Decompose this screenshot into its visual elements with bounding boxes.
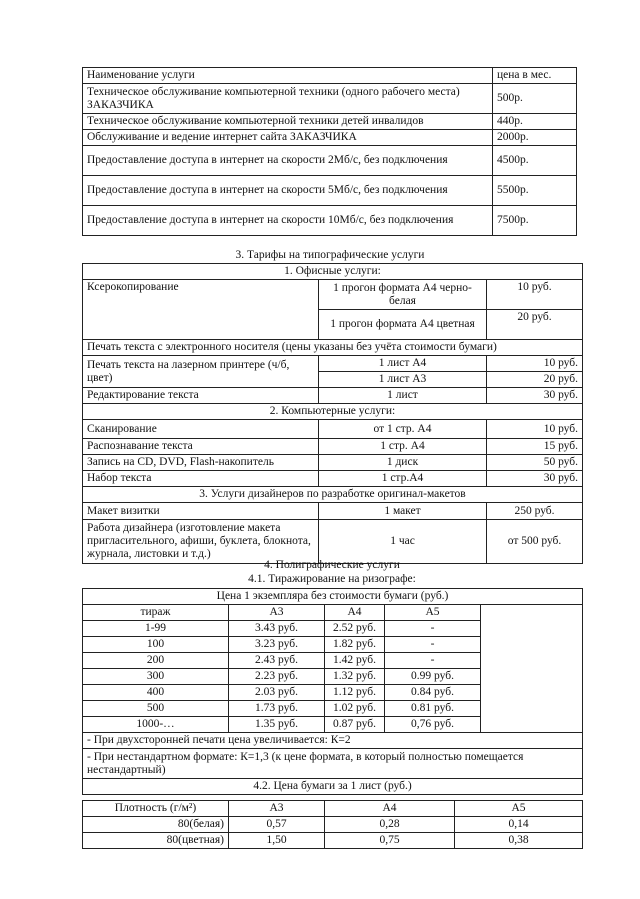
- riso-cell: 2.23 руб.: [229, 669, 325, 685]
- laser-name: Печать текста на лазерном принтере (ч/б, цвет): [83, 356, 319, 388]
- service-name: Техническое обслуживание компьютерной техники (одного рабочего места) ЗАКАЗЧИКА: [83, 84, 493, 114]
- laser-unit: 1 лист А4: [319, 356, 487, 372]
- computer-unit: 1 стр. А4: [319, 439, 487, 455]
- computer-unit: от 1 стр. А4: [319, 420, 487, 439]
- computer-price: 50 руб.: [487, 455, 583, 471]
- section3-title: 3. Тарифы на типографические услуги: [235, 249, 425, 261]
- riso-cell: 2.03 руб.: [229, 685, 325, 701]
- riso-cell: 200: [83, 653, 229, 669]
- paper-cell: 80(белая): [83, 817, 229, 833]
- design-price: от 500 руб.: [487, 520, 583, 564]
- riso-cell: 3.23 руб.: [229, 637, 325, 653]
- paper-cell: 0,28: [325, 817, 455, 833]
- service-price: 2000р.: [493, 130, 577, 146]
- riso-cell: 1-99: [83, 621, 229, 637]
- copy-unit: 1 прогон формата А4 черно-белая: [319, 280, 487, 310]
- computer-title: 2. Компьютерные услуги:: [83, 404, 583, 420]
- computer-name: Набор текста: [83, 471, 319, 487]
- laser-unit: 1 лист А3: [319, 372, 487, 388]
- riso-header: А4: [325, 605, 385, 621]
- design-name: Работа дизайнера (изготовление макета пригласительного, афиши, буклета, блокнота, журнала, листовки и т.д.): [83, 520, 319, 564]
- riso-header: тираж: [83, 605, 229, 621]
- riso-note-nonstandard: - При нестандартном формате: К=1,3 (к цене формата, в который полностью помещается нестандартный): [83, 749, 583, 779]
- computer-price: 15 руб.: [487, 439, 583, 455]
- service-name: Техническое обслуживание компьютерной техники детей инвалидов: [83, 114, 493, 130]
- riso-cell: 3.43 руб.: [229, 621, 325, 637]
- riso-cell: 1.12 руб.: [325, 685, 385, 701]
- paper-cell: 0,14: [455, 817, 583, 833]
- paper-cell: 1,50: [229, 833, 325, 849]
- service-price: 7500р.: [493, 206, 577, 236]
- riso-cell: 0,76 руб.: [385, 717, 481, 733]
- service-price: 4500р.: [493, 146, 577, 176]
- laser-price: 10 руб.: [487, 356, 583, 372]
- paper-title: 4.2. Цена бумаги за 1 лист (руб.): [83, 779, 583, 795]
- computer-unit: 1 стр.А4: [319, 471, 487, 487]
- riso-cell: 300: [83, 669, 229, 685]
- riso-note-duplex: - При двухсторонней печати цена увеличивается: К=2: [83, 733, 583, 749]
- service-name: Предоставление доступа в интернет на скорости 10Мб/с, без подключения: [83, 206, 493, 236]
- design-title: 3. Услуги дизайнеров по разработке оригинал-макетов: [83, 487, 583, 503]
- paper-header: А3: [229, 801, 325, 817]
- print-note: Печать текста с электронного носителя (цены указаны без учёта стоимости бумаги): [83, 340, 583, 356]
- design-price: 250 руб.: [487, 503, 583, 520]
- riso-cell: 1.32 руб.: [325, 669, 385, 685]
- service-price: 5500р.: [493, 176, 577, 206]
- edit-unit: 1 лист: [319, 388, 487, 404]
- riso-price-note: Цена 1 экземпляра без стоимости бумаги (руб.): [83, 589, 583, 605]
- riso-header: А5: [385, 605, 481, 621]
- riso-cell: 500: [83, 701, 229, 717]
- service-name: Предоставление доступа в интернет на скорости 5Мб/с, без подключения: [83, 176, 493, 206]
- computer-unit: 1 диск: [319, 455, 487, 471]
- print-title: 4. Полиграфические услуги: [264, 559, 400, 571]
- paper-cell: 80(цветная): [83, 833, 229, 849]
- typography-table: [82, 263, 583, 564]
- riso-cell: -: [385, 637, 481, 653]
- print-subtitle: 4.1. Тиражирование на ризографе:: [248, 573, 416, 585]
- riso-cell: 2.52 руб.: [325, 621, 385, 637]
- computer-price: 10 руб.: [487, 420, 583, 439]
- edit-price: 30 руб.: [487, 388, 583, 404]
- paper-header: А5: [455, 801, 583, 817]
- office-title: 1. Офисные услуги:: [83, 264, 583, 280]
- copy-unit: 1 прогон формата А4 цветная: [319, 310, 487, 340]
- laser-price: 20 руб.: [487, 372, 583, 388]
- riso-cell: 1.42 руб.: [325, 653, 385, 669]
- paper-table: [82, 800, 583, 849]
- services-header-price: цена в мес.: [493, 68, 577, 84]
- riso-cell: 0.87 руб.: [325, 717, 385, 733]
- computer-price: 30 руб.: [487, 471, 583, 487]
- riso-cell: 0.81 руб.: [385, 701, 481, 717]
- risograph-table: [82, 588, 583, 795]
- service-price: 500р.: [493, 84, 577, 114]
- riso-cell: 400: [83, 685, 229, 701]
- paper-cell: 0,57: [229, 817, 325, 833]
- computer-name: Распознавание текста: [83, 439, 319, 455]
- copy-name: Ксерокопирование: [83, 280, 319, 340]
- copy-price: 20 руб.: [487, 310, 583, 340]
- design-unit: 1 час: [319, 520, 487, 564]
- edit-name: Редактирование текста: [83, 388, 319, 404]
- riso-cell: 0.99 руб.: [385, 669, 481, 685]
- paper-header: А4: [325, 801, 455, 817]
- riso-cell: 1.35 руб.: [229, 717, 325, 733]
- paper-cell: 0,75: [325, 833, 455, 849]
- riso-cell: -: [385, 653, 481, 669]
- riso-cell: 0.84 руб.: [385, 685, 481, 701]
- riso-empty-cell: [481, 605, 583, 733]
- computer-name: Запись на CD, DVD, Flash-накопитель: [83, 455, 319, 471]
- paper-header: Плотность (г/м²): [83, 801, 229, 817]
- service-name: Обслуживание и ведение интернет сайта ЗАКАЗЧИКА: [83, 130, 493, 146]
- service-name: Предоставление доступа в интернет на скорости 2Мб/с, без подключения: [83, 146, 493, 176]
- riso-cell: 1000-…: [83, 717, 229, 733]
- riso-cell: 100: [83, 637, 229, 653]
- riso-cell: 1.73 руб.: [229, 701, 325, 717]
- riso-cell: 2.43 руб.: [229, 653, 325, 669]
- copy-price: 10 руб.: [487, 280, 583, 310]
- computer-name: Сканирование: [83, 420, 319, 439]
- design-unit: 1 макет: [319, 503, 487, 520]
- services-header-name: Наименование услуги: [83, 68, 493, 84]
- design-name: Макет визитки: [83, 503, 319, 520]
- riso-header: А3: [229, 605, 325, 621]
- paper-cell: 0,38: [455, 833, 583, 849]
- services-table: [82, 67, 577, 236]
- riso-cell: 1.82 руб.: [325, 637, 385, 653]
- service-price: 440р.: [493, 114, 577, 130]
- riso-cell: 1.02 руб.: [325, 701, 385, 717]
- riso-cell: -: [385, 621, 481, 637]
